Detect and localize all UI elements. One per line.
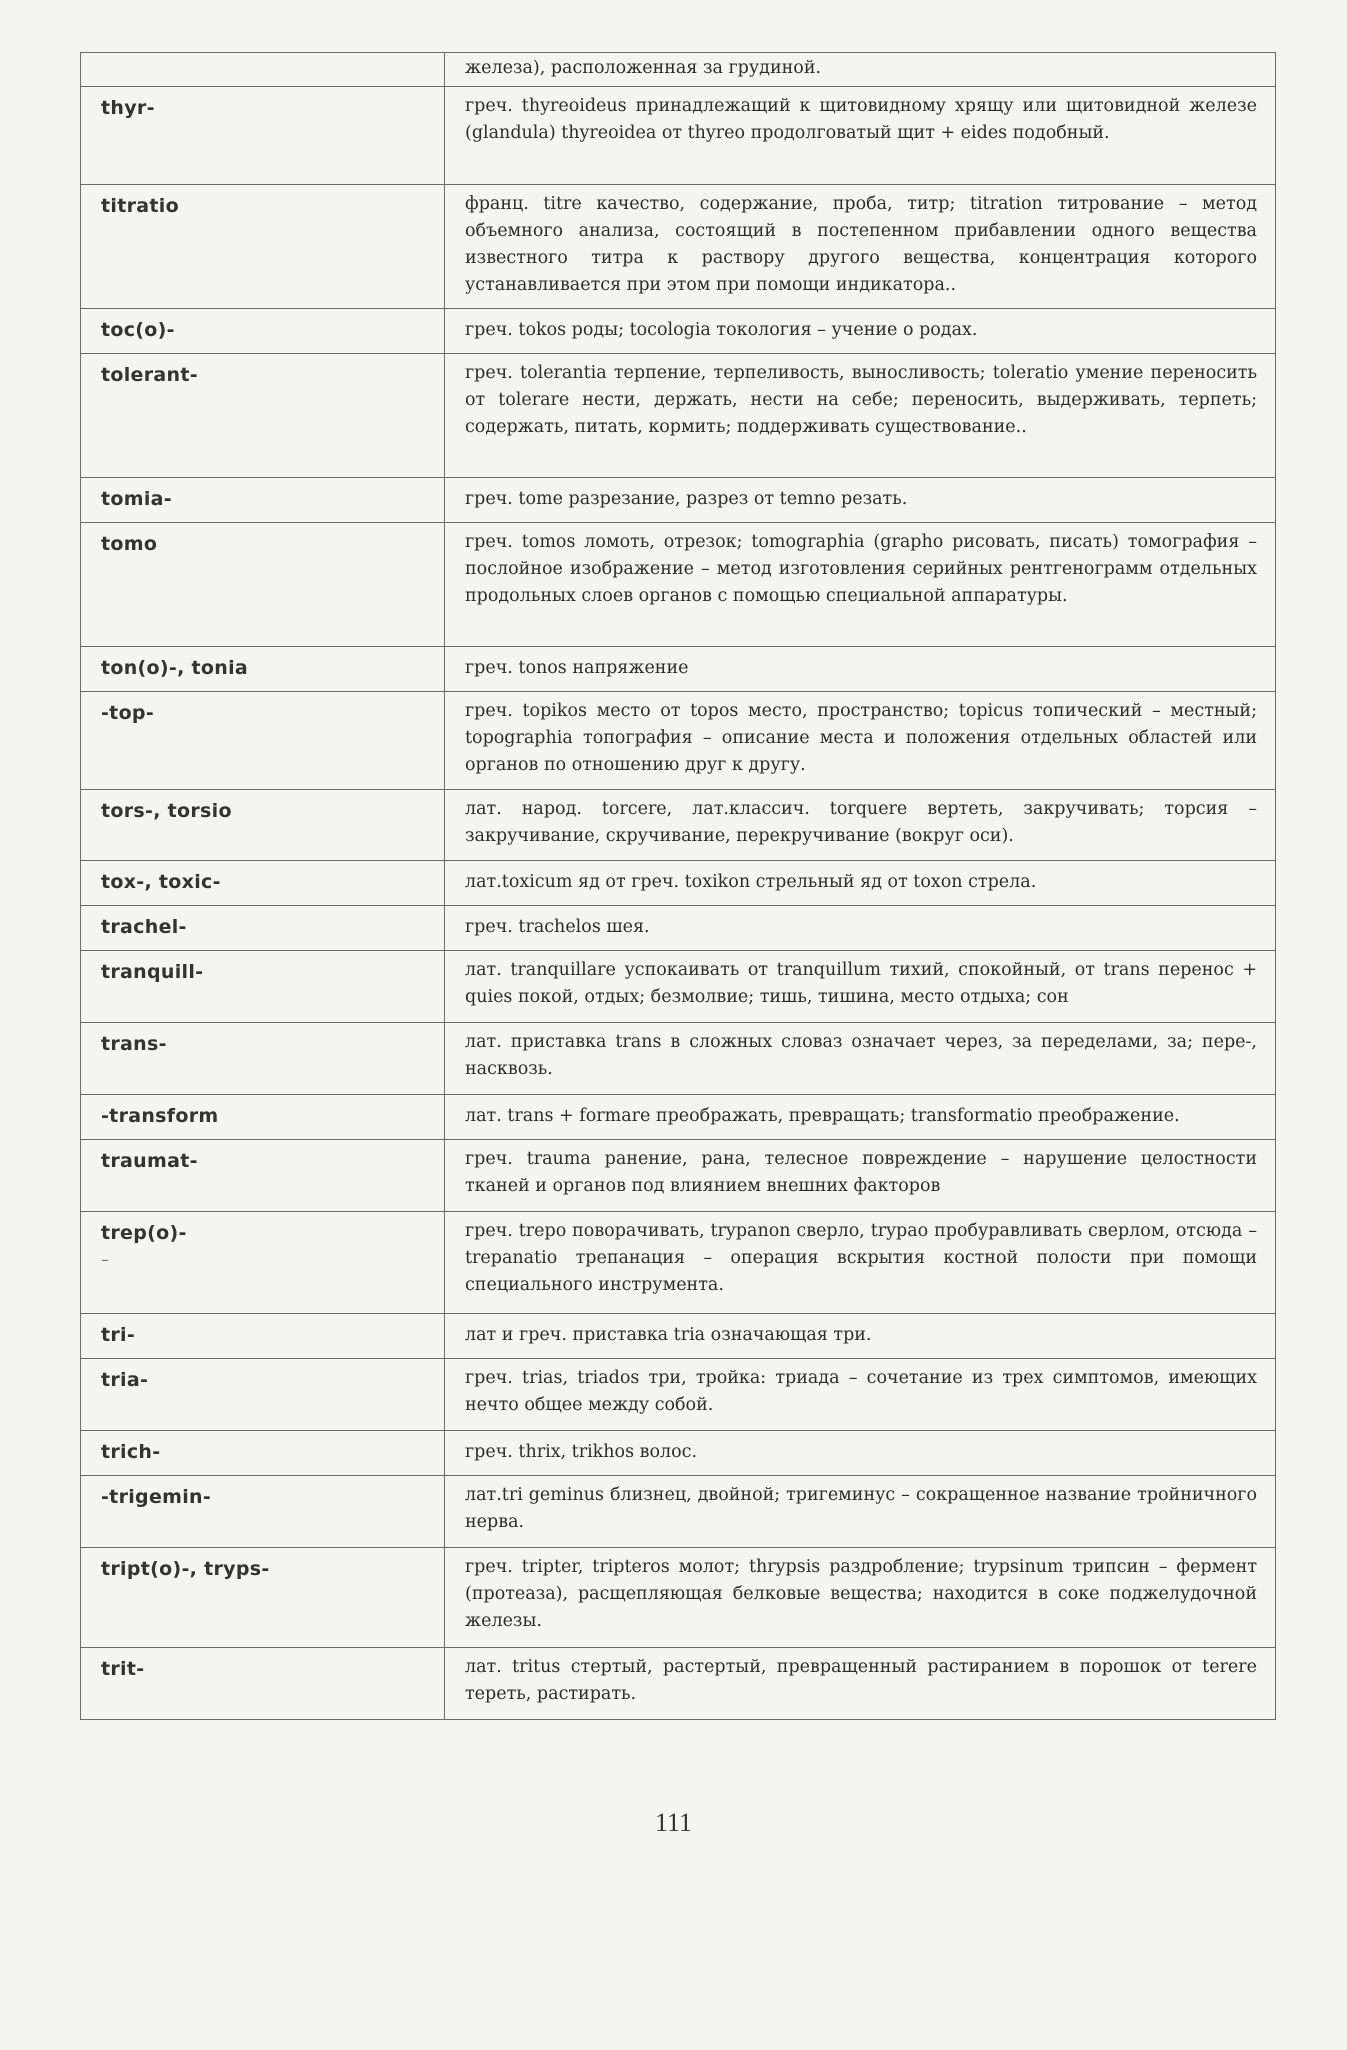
term-cell: tria- [81, 1359, 445, 1431]
definition-cell: греч. tripter, tripteros молот; thrypsis раздробление; trypsinum трипсин – фермент (протеаза), расщепляющая белковые вещества; находится в соке поджелудочной железы. [445, 1548, 1276, 1648]
table-row [81, 1431, 1276, 1476]
term-cell: tox-, toxic- [81, 861, 445, 906]
definition-cell: железа), расположенная за грудиной. [445, 53, 1276, 87]
term-text: trep(o)- [101, 1222, 187, 1244]
definition-cell: греч. trauma ранение, рана, телесное повреждение – нарушение целостности тканей и органов под влиянием внешних факторов [445, 1140, 1276, 1212]
term-cell: tors-, torsio [81, 790, 445, 861]
term-cell: tri- [81, 1314, 445, 1359]
definition-cell: греч. tokos роды; tocologia токология – учение о родах. [445, 309, 1276, 354]
term-cell: traumat- [81, 1140, 445, 1212]
definition-cell: лат.tri geminus близнец, двойной; тригеминус – сокращенное название тройничного нерва. [445, 1476, 1276, 1548]
table-row [81, 692, 1276, 790]
definition-cell: лат. tranquillare успокаивать от tranquillum тихий, спокойный, от trans перенос + quies покой, отдых; безмолвие; тишь, тишина, место отдыха; сон [445, 951, 1276, 1023]
definition-cell: греч. tonos напряжение [445, 647, 1276, 692]
term-cell [81, 53, 445, 87]
definition-cell: франц. titre качество, содержание, проба, титр; titration титрование – метод объемного анализа, состоящий в постепенном прибавлении одного вещества известного титра к раствору другого вещества, концентрация которого устанавливается при этом при помощи индикатора.. [445, 185, 1276, 309]
definition-cell: греч. trachelos шея. [445, 906, 1276, 951]
term-cell: tomo [81, 523, 445, 647]
definition-cell: лат. приставка trans в сложных словаз означает через, за переделами, за; пере-, насквозь. [445, 1023, 1276, 1095]
table-row [81, 354, 1276, 478]
term-cell: trit- [81, 1648, 445, 1720]
table-row [81, 523, 1276, 647]
table-row [81, 906, 1276, 951]
definition-cell: греч. tomos ломоть, отрезок; tomographia (grapho рисовать, писать) томография – послойное изображение – метод изготовления серийных рентгенограмм отдельных продольных слоев органов с помощью специальной аппаратуры. [445, 523, 1276, 647]
term-cell: tomia- [81, 478, 445, 523]
table-row [81, 1476, 1276, 1548]
term-cell: tolerant- [81, 354, 445, 478]
table-row [81, 478, 1276, 523]
term-cell: -transform [81, 1095, 445, 1140]
table-row [81, 1314, 1276, 1359]
table-row [81, 1023, 1276, 1095]
term-cell: thyr- [81, 87, 445, 185]
term-cell: trich- [81, 1431, 445, 1476]
term-cell: trans- [81, 1023, 445, 1095]
term-cell: ton(o)-, tonia [81, 647, 445, 692]
page-number: 111 [654, 1808, 693, 1837]
glossary-page [80, 52, 1276, 1720]
definition-cell: греч. thrix, trikhos волос. [445, 1431, 1276, 1476]
table-row [81, 1648, 1276, 1720]
table-row [81, 647, 1276, 692]
definition-cell: греч. thyreoideus принадлежащий к щитовидному хрящу или щитовидной железе (glandula) thyreoidea от thyreo продолговатый щит + eides подобный. [445, 87, 1276, 185]
definition-cell: лат и греч. приставка tria означающая три. [445, 1314, 1276, 1359]
term-cell: toc(o)- [81, 309, 445, 354]
table-row [81, 1548, 1276, 1648]
definition-cell: греч. trepo поворачивать, trypanon сверло, trypao пробуравливать сверлом, отсюда – trepanatio трепанация – операция вскрытия костной полости при помощи специального инструмента. [445, 1212, 1276, 1314]
term-cell: tranquill- [81, 951, 445, 1023]
definition-cell: греч. tome разрезание, разрез от temno резать. [445, 478, 1276, 523]
term-extra: – [101, 1250, 110, 1269]
table-row [81, 951, 1276, 1023]
term-cell: -trigemin- [81, 1476, 445, 1548]
definition-cell: греч. tolerantia терпение, терпеливость, выносливость; toleratio умение переносить от tolerare нести, держать, нести на себе; переносить, выдерживать, терпеть; содержать, питать, кормить; поддерживать существование.. [445, 354, 1276, 478]
table-row [81, 861, 1276, 906]
table-row [81, 185, 1276, 309]
table-row [81, 1212, 1276, 1314]
table-row [81, 790, 1276, 861]
term-cell: -top- [81, 692, 445, 790]
etymology-table [80, 52, 1276, 1720]
table-row [81, 53, 1276, 87]
term-cell [81, 1212, 445, 1314]
definition-cell: лат. народ. torcere, лат.классич. torquere вертеть, закручивать; торсия – закручивание, скручивание, перекручивание (вокруг оси). [445, 790, 1276, 861]
definition-cell: лат. tritus стертый, растертый, превращенный растиранием в порошок от terere тереть, растирать. [445, 1648, 1276, 1720]
definition-cell: греч. trias, triados три, тройка: триада – сочетание из трех симптомов, имеющих нечто общее между собой. [445, 1359, 1276, 1431]
term-cell: tript(o)-, tryps- [81, 1548, 445, 1648]
table-row [81, 1095, 1276, 1140]
table-row [81, 1359, 1276, 1431]
table-row [81, 1140, 1276, 1212]
definition-cell: лат.toxicum яд от греч. toxikon стрельный яд от toxon стрела. [445, 861, 1276, 906]
definition-cell: греч. topikos место от topos место, пространство; topicus топический – местный; topographia топография – описание места и положения отдельных областей или органов по отношению друг к другу. [445, 692, 1276, 790]
term-cell: titratio [81, 185, 445, 309]
table-row [81, 87, 1276, 185]
definition-cell: лат. trans + formare преображать, превращать; transformatio преображение. [445, 1095, 1276, 1140]
term-cell: trachel- [81, 906, 445, 951]
table-row [81, 309, 1276, 354]
